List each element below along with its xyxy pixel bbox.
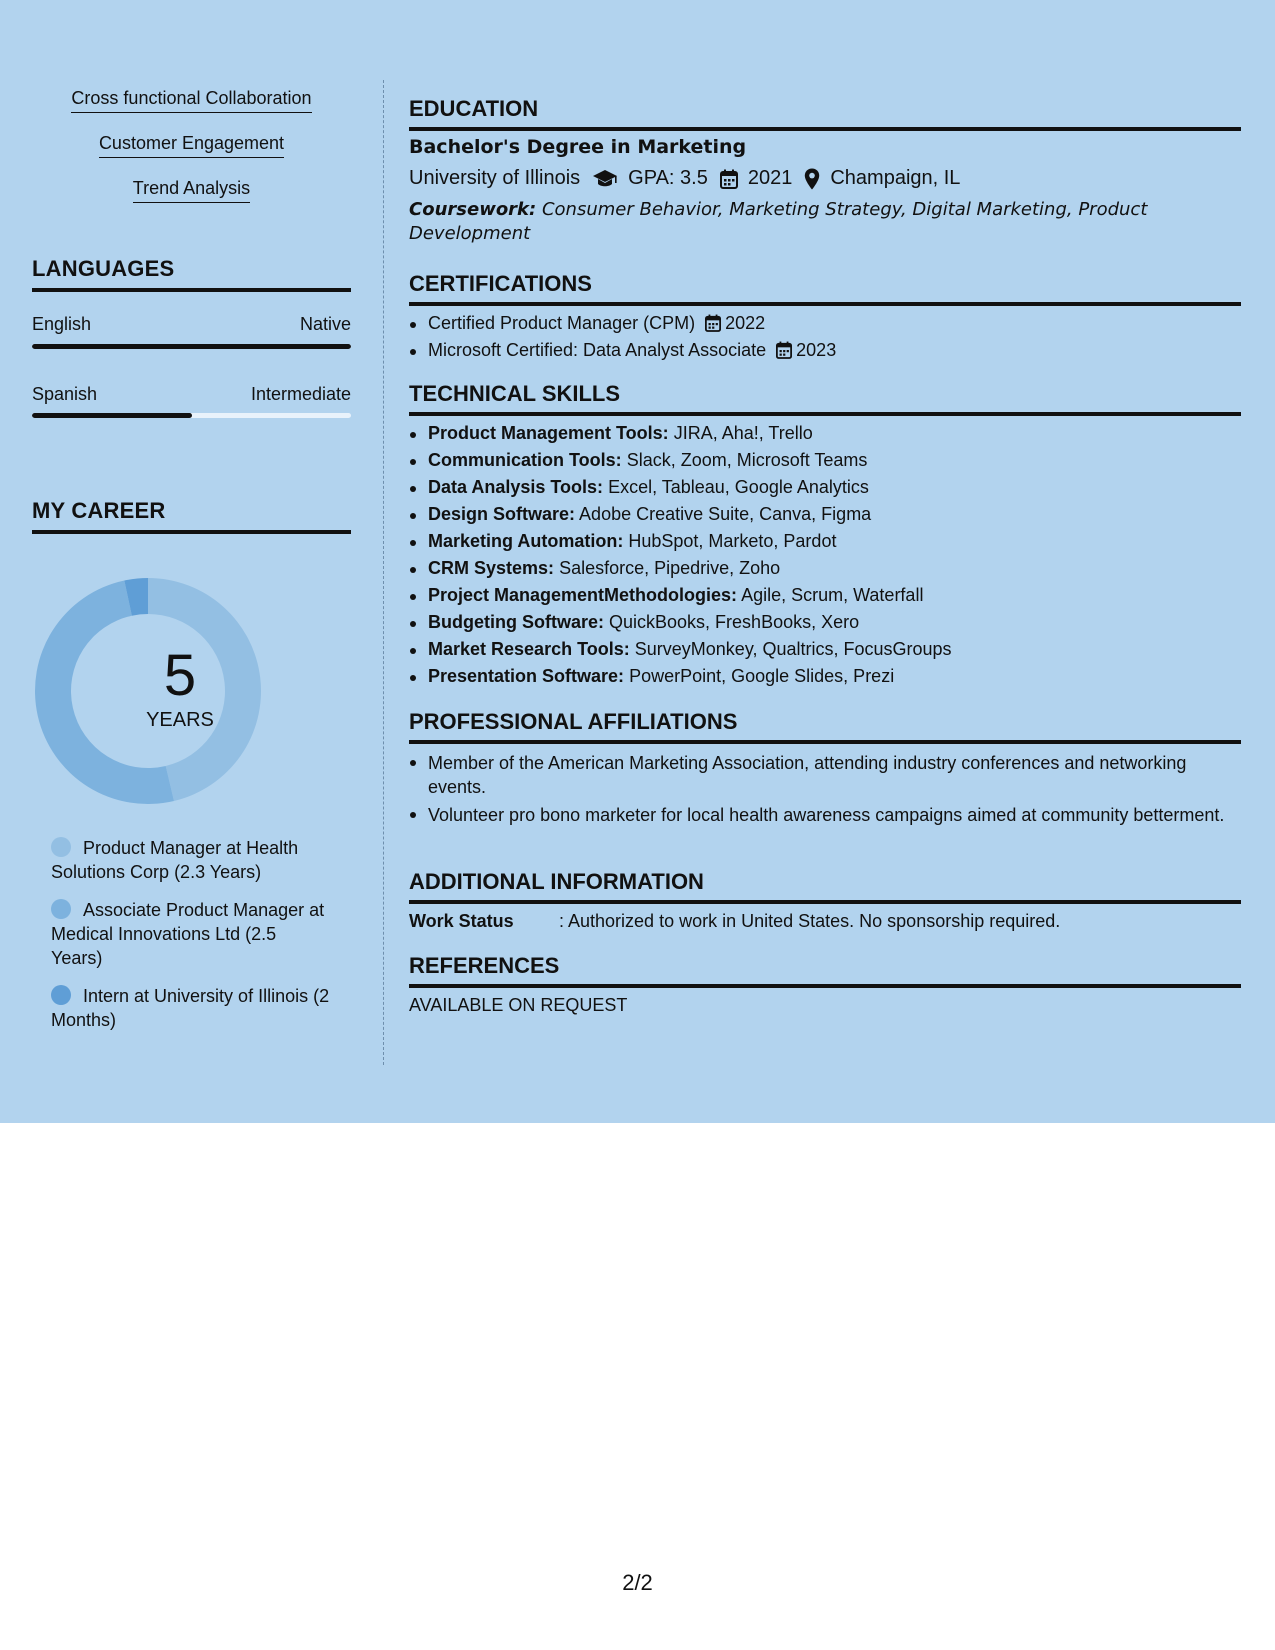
skill-value: Adobe Creative Suite, Canva, Figma [579,504,872,524]
technical-skills-heading: TECHNICAL SKILLS [409,381,1241,416]
list-item [409,666,1241,693]
graduation-cap-icon [592,169,618,189]
languages-heading: LANGUAGES [32,256,351,292]
skill-item: Cross functional Collaboration [32,88,351,113]
affiliations-list [409,751,1241,827]
donut-center-label [66,643,294,732]
skill-label: Marketing Automation: [428,531,624,551]
language-name: English [32,314,92,334]
language-row [32,314,351,335]
certifications-list [409,313,1241,367]
references-heading: REFERENCES [409,953,1241,988]
gpa: GPA: 3.5 [628,167,708,189]
coursework-label: Coursework: [409,199,537,220]
language-name: Spanish [32,384,98,404]
work-status-row [409,911,1060,932]
career-heading: MY CAREER [32,498,351,534]
list-item [409,531,1241,558]
skill-value: JIRA, Aha!, Trello [673,423,813,443]
skill-label: CRM Systems: [428,558,555,578]
skill-value: QuickBooks, FreshBooks, Xero [609,612,860,632]
language-row [32,384,351,405]
skill-item: Trend Analysis [32,178,351,203]
list-item: Certified Product Manager (CPM) 2022 [409,313,1241,340]
language-level: Intermediate [250,384,351,404]
technical-skills-list [409,423,1241,693]
skill-value: Slack, Zoom, Microsoft Teams [626,450,868,470]
list-item: Microsoft Certified: Data Analyst Associate 2023 [409,340,1241,367]
skill-value: PowerPoint, Google Slides, Prezi [629,666,895,686]
affiliations-heading: PROFESSIONAL AFFILIATIONS [409,709,1241,744]
column-divider [383,80,384,1065]
list-item [409,585,1241,612]
references-text: AVAILABLE ON REQUEST [409,995,628,1015]
list-item [409,558,1241,585]
list-item [409,477,1241,504]
degree-title: Bachelor's Degree in Marketing [409,136,747,158]
skill-label: Presentation Software: [428,666,625,686]
list-item: Member of the American Marketing Association, attending industry conferences and networking events. [409,751,1241,799]
map-pin-icon [804,168,820,190]
calendar-icon [705,314,721,332]
education-heading: EDUCATION [409,96,1241,131]
skill-label: Product Management Tools: [428,423,669,443]
skill-value: HubSpot, Marketo, Pardot [628,531,837,551]
skill-label: Communication Tools: [428,450,622,470]
list-item [409,450,1241,477]
language-bar [32,344,351,349]
work-status-label: Work Status [409,911,514,931]
skill-value: Agile, Scrum, Waterfall [741,585,924,605]
skill-label: Market Research Tools: [428,639,630,659]
school-location: Champaign, IL [830,167,961,189]
legend-dot [51,899,71,919]
legend-dot [51,837,71,857]
list-item [409,504,1241,531]
calendar-icon [776,341,792,359]
education-meta [409,167,960,190]
school-name: University of Illinois [409,167,581,189]
certifications-heading: CERTIFICATIONS [409,271,1241,306]
skill-label: Design Software: [428,504,576,524]
career-years-number: 5 [163,643,197,708]
language-bar-fill [32,413,192,418]
career-legend-item: Intern at University of Illinois (2 Months) [51,986,330,1030]
list-item [409,423,1241,450]
work-status-value: : Authorized to work in United States. No sponsorship required. [559,911,1061,931]
skill-label: Data Analysis Tools: [428,477,604,497]
page-number: 2/2 [622,1570,653,1595]
list-item [409,639,1241,666]
calendar-icon [720,169,738,189]
graduation-year: 2021 [747,167,793,189]
career-legend-item: Product Manager at Health Solutions Corp (2.3 Years) [51,838,299,882]
additional-info-heading: ADDITIONAL INFORMATION [409,869,1241,904]
list-item [409,612,1241,639]
skill-value: Excel, Tableau, Google Analytics [608,477,869,497]
language-level: Native [299,314,351,334]
skill-value: SurveyMonkey, Qualtrics, FocusGroups [634,639,952,659]
list-item: Volunteer pro bono marketer for local health awareness campaigns aimed at community betterment. [409,803,1241,827]
language-bar [32,413,351,418]
career-legend-item: Associate Product Manager at Medical Innovations Ltd (2.5 Years) [51,900,325,968]
skill-item: Customer Engagement [32,133,351,158]
skill-label: Budgeting Software: [428,612,604,632]
skill-value: Salesforce, Pipedrive, Zoho [559,558,781,578]
legend-dot [51,985,71,1005]
language-bar-fill [32,344,351,349]
career-years-unit: YEARS [146,709,214,731]
coursework: Coursework: Consumer Behavior, Marketing Strategy, Digital Marketing, Product Development [409,199,1148,244]
skill-label: Project ManagementMethodologies: [428,585,738,605]
